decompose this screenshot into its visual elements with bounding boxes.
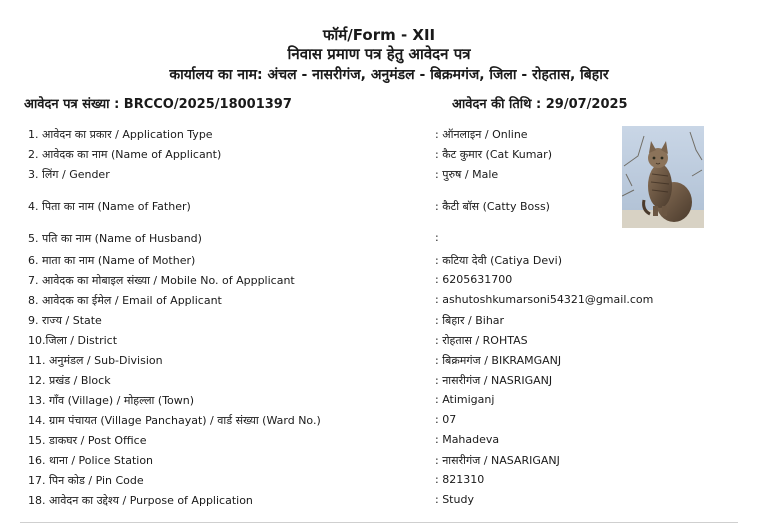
office-line: कार्यालय का नाम: अंचल - नासरीगंज, अनुमंडल - बिक्रमगंज, जिला - रोहतास, बिहार [169,67,609,83]
field-row [0,270,758,290]
field-row [0,330,758,350]
field-value: : बिहार / Bihar [435,314,505,327]
field-value: : नासरीगंज / NASARIGANJ [435,454,560,467]
field-value: : 07 [435,413,457,426]
field-label: 16. थाना / Police Station [28,454,154,467]
field-label: 3. लिंग / Gender [28,168,110,181]
field-row [0,290,758,310]
field-value: : पुरुष / Male [435,168,499,181]
application-date: आवेदन की तिथि : 29/07/2025 [452,97,628,112]
cat-photo-icon [622,126,704,228]
form-header [0,26,758,86]
field-value: : कैटी बॉस (Catty Boss) [435,200,550,213]
field-row [0,350,758,370]
field-value: : कैट कुमार (Cat Kumar) [435,148,552,161]
field-row [0,450,758,470]
field-row [0,430,758,450]
field-label: 17. पिन कोड / Pin Code [28,474,144,487]
field-value: : रोहतास / ROHTAS [435,334,528,347]
form-title: फॉर्म/Form - XII [322,26,436,44]
field-value: : [435,231,439,244]
field-value: : Mahadeva [435,433,500,446]
form-subtitle: निवास प्रमाण पत्र हेतु आवेदन पत्र [287,45,471,63]
applicant-photo [622,126,704,228]
field-label: 6. माता का नाम (Name of Mother) [28,254,196,267]
field-row [0,228,758,250]
field-row [0,390,758,410]
field-label: 7. आवेदक का मोबाइल संख्या / Mobile No. of Appplicant [28,274,295,287]
field-value: : Study [435,493,474,506]
field-label: 5. पति का नाम (Name of Husband) [28,232,202,245]
field-row [0,410,758,430]
field-value: : Atimiganj [435,393,495,406]
field-row [0,490,758,510]
field-label: 8. आवेदक का ईमेल / Email of Applicant [28,294,222,307]
field-label: 4. पिता का नाम (Name of Father) [28,200,191,213]
footer-divider [20,522,738,523]
field-label: 10.जिला / District [28,334,118,347]
field-row [0,470,758,490]
field-row [0,250,758,270]
field-label: 9. राज्य / State [28,314,102,327]
field-label: 18. आवेदन का उद्देश्य / Purpose of Application [28,494,253,507]
field-label: 12. प्रखंड / Block [28,374,111,387]
field-label: 1. आवेदन का प्रकार / Application Type [28,128,213,141]
field-value: : कटिया देवी (Catiya Devi) [435,254,562,267]
field-value: : 821310 [435,473,485,486]
field-value: : 6205631700 [435,273,513,286]
field-label: 13. गाँव (Village) / मोहल्ला (Town) [28,394,195,407]
field-label: 11. अनुमंडल / Sub-Division [28,354,163,367]
field-value: : बिक्रमगंज / BIKRAMGANJ [435,354,562,367]
field-value: : ashutoshkumarsoni54321@gmail.com [435,293,654,306]
field-value: : नासरीगंज / NASRIGANJ [435,374,553,387]
field-label: 2. आवेदक का नाम (Name of Applicant) [28,148,222,161]
field-row [0,370,758,390]
field-label: 15. डाकघर / Post Office [28,434,147,447]
field-label: 14. ग्राम पंचायत (Village Panchayat) / वार्ड संख्या (Ward No.) [28,414,321,427]
field-row [0,310,758,330]
application-number: आवेदन पत्र संख्या : BRCCO/2025/18001397 [24,97,292,112]
field-value: : ऑनलाइन / Online [435,128,528,141]
